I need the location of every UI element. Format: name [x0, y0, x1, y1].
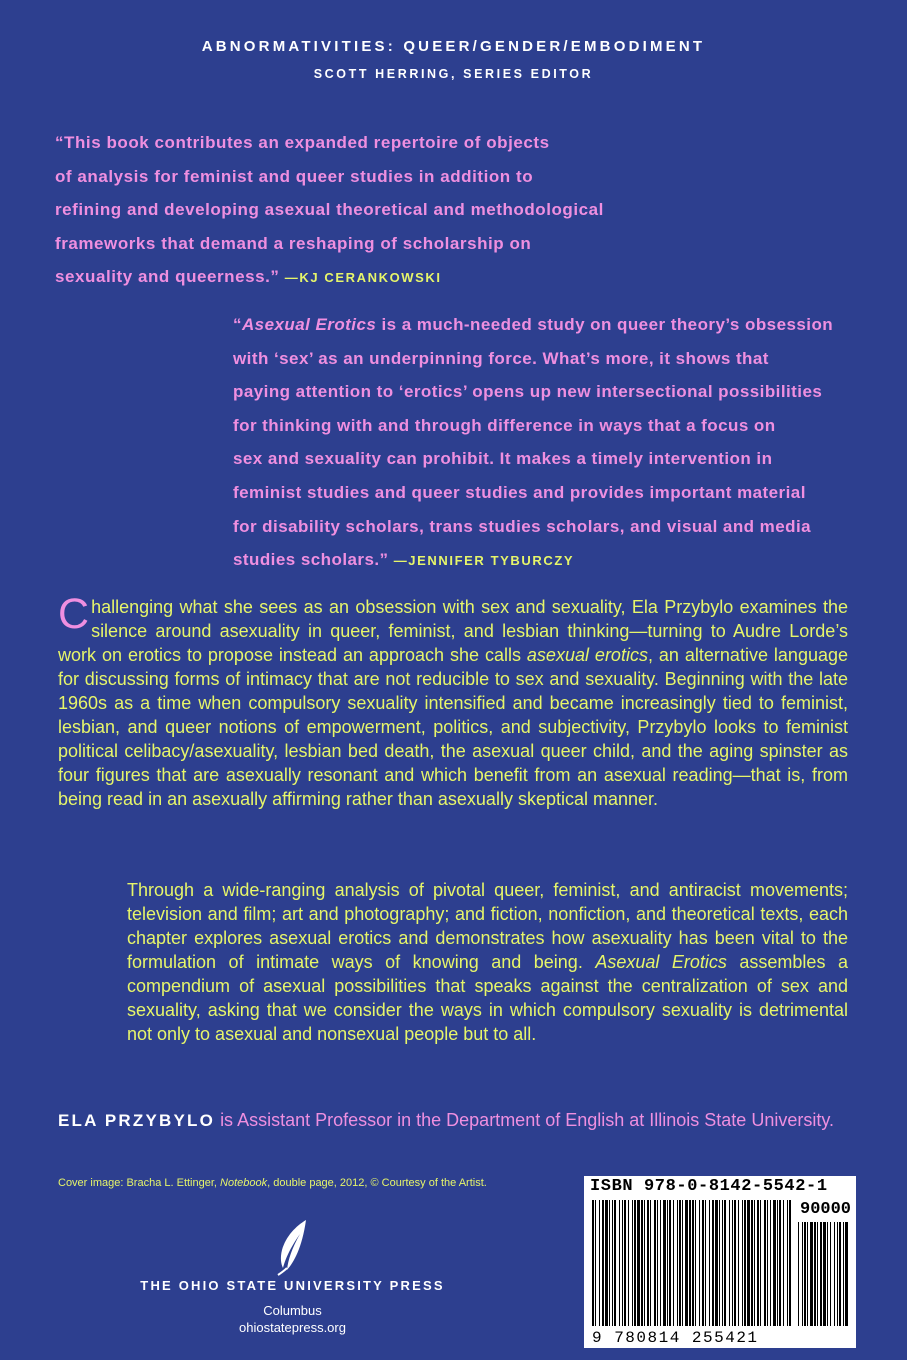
barcode-bar [810, 1222, 813, 1326]
series-title: ABNORMATIVITIES: QUEER/GENDER/EMBODIMENT [201, 38, 706, 55]
cover-image-credit [58, 1177, 487, 1189]
quote-line [55, 260, 655, 295]
barcode-bar [807, 1222, 808, 1326]
barcode-bar [757, 1200, 759, 1326]
barcode-bar [729, 1200, 730, 1326]
quote-line: “This book contributes an expanded repertoire of objects [55, 133, 550, 152]
barcode-bar [798, 1222, 799, 1326]
credit-italic: Notebook [220, 1177, 268, 1189]
barcode-bar [609, 1200, 610, 1326]
barcode-bar [817, 1222, 818, 1326]
paragraph-text: , an alternative language for discussing forms of intimacy that are not reducible to sex and sexuality. Beginning with the late 1960s as a time when compulsory sexuality intensified and became increasingly tied to feminist, lesbian, and queer notions of empowerment, politics, and subjectivity, Przybylo looks to feminist political celibacy/asexuality, lesbian bed death, the asexual queer child, and the aging spinster as four figures that are asexually resonant and which benefit from an asexual reading—that is, from being read in an asexually affirming rather than asexually skeptical manner. [58, 645, 848, 809]
barcode-bar [744, 1200, 746, 1326]
paragraph-text: Through a wide-ranging analysis of pivotal queer, feminist, and antiracist movements; television and film; art and photography; and fiction, nonfiction, and theoretical texts, each chapter explores asexual erotics and demonstrates how asexuality has been vital to the formulation of intimate ways of knowing and being. [127, 880, 848, 972]
barcode-bar [770, 1200, 771, 1326]
barcode-bar [732, 1200, 733, 1326]
series-editor: SCOTT HERRING, SERIES EDITOR [313, 67, 594, 81]
publisher-city: Columbus [263, 1303, 322, 1318]
barcode-bar [751, 1200, 753, 1326]
isbn-label: ISBN 978-0-8142-5542-1 [590, 1177, 828, 1196]
barcode-bar [663, 1200, 666, 1326]
barcode-bar [634, 1200, 636, 1326]
barcode-bar [777, 1200, 778, 1326]
author-bio [58, 1110, 888, 1131]
barcode-bar [679, 1200, 681, 1326]
barcode-bar [843, 1222, 844, 1326]
description-paragraph-2 [127, 878, 848, 1046]
barcode-bar [595, 1200, 596, 1326]
barcode-bar [789, 1200, 791, 1326]
quote-line: for disability scholars, trans studies scholars, and visual and media [233, 516, 812, 536]
quote-line: frameworks that demand a reshaping of scholarship on [55, 233, 532, 253]
paragraph-text: hallenging what she sees as an obsession with sex and sexuality, Ela Przybylo examines the silence around asexuality in queer, feminist, and lesbian thinking—turning to Audre Lorde’s work on erotics to propose instead an approach she calls [58, 597, 848, 665]
barcode-bar [599, 1200, 600, 1326]
barcode-bar [827, 1222, 828, 1326]
quote-line [233, 308, 858, 342]
barcode-bar [719, 1200, 720, 1326]
credit-suffix: , double page, 2012, © Courtesy of the Artist. [267, 1177, 487, 1189]
italic-book-title: Asexual Erotics [595, 952, 727, 972]
barcode-bar [742, 1200, 743, 1326]
barcode-bar [802, 1222, 803, 1326]
paragraph-text: assembles a compendium of asexual possibilities that speaks against the centralization of sex and sexuality, asking that we consider the ways in which compulsory sexuality is detrimental not only to asexual and nonsexual people but to all. [127, 952, 848, 1044]
barcode-bar [715, 1200, 718, 1326]
quote-line: paying attention to ‘erotics’ opens up new intersectional possibilities [233, 382, 823, 402]
credit-prefix: Cover image: Bracha L. Ettinger, [58, 1177, 221, 1189]
quote-line: of analysis for feminist and queer studies in addition to [55, 166, 534, 186]
barcode-bar [622, 1200, 623, 1326]
barcode-bar [605, 1200, 608, 1326]
quote-line: refining and developing asexual theoretical and methodological [55, 200, 604, 220]
barcode-bar [644, 1200, 645, 1326]
barcode-bar [614, 1200, 616, 1326]
barcode-bar [823, 1222, 826, 1326]
quote-line: for thinking with and through difference in ways that a focus on [233, 415, 776, 435]
barcode-bar [677, 1200, 678, 1326]
quote-line [233, 543, 858, 578]
barcode-bar [773, 1200, 776, 1326]
barcode-bar [632, 1200, 633, 1326]
barcode-bar [669, 1200, 671, 1326]
barcode-bar [699, 1200, 700, 1326]
author-name: ELA PRZYBYLO [58, 1111, 216, 1130]
barcode-bar [834, 1222, 835, 1326]
endorsement-quote-2 [233, 308, 858, 578]
barcode-bar [619, 1200, 620, 1326]
barcode-bar [820, 1222, 822, 1326]
barcode-bar [738, 1200, 739, 1326]
barcode-bar [760, 1200, 761, 1326]
barcode-bar [754, 1200, 755, 1326]
quote-line: with ‘sex’ as an underpinning force. What’s more, it shows that [233, 348, 769, 368]
quote-line: feminist studies and queer studies and provides important material [233, 482, 806, 502]
barcode-bar [602, 1200, 604, 1326]
author-bio-text: is Assistant Professor in the Department of English at Illinois State University. [220, 1110, 834, 1130]
barcode-bar [705, 1200, 706, 1326]
barcode-bar [612, 1200, 613, 1326]
barcode-bar [814, 1222, 816, 1326]
barcode-bar [783, 1200, 784, 1326]
barcode-bar [837, 1222, 838, 1326]
barcode-bar [747, 1200, 750, 1326]
quote-last-line: sexuality and queerness.” [55, 267, 280, 287]
barcode-bar [647, 1200, 649, 1326]
barcode-bar [624, 1200, 626, 1326]
barcode-bar [845, 1222, 848, 1326]
barcode-bar [804, 1222, 806, 1326]
barcode-bar [657, 1200, 658, 1326]
barcode-bar [764, 1200, 766, 1326]
barcode-bar [722, 1200, 723, 1326]
barcode-bar [709, 1200, 710, 1326]
barcode-bar [637, 1200, 640, 1326]
feather-quill-icon [272, 1218, 312, 1276]
endorsement-quote-1 [55, 126, 655, 295]
barcode-bar [689, 1200, 691, 1326]
barcode-digits: 9 780814 255421 [592, 1329, 759, 1347]
barcode-bar [712, 1200, 714, 1326]
barcode-bar [787, 1200, 788, 1326]
barcode-bar [692, 1200, 694, 1326]
barcode-bar [695, 1200, 696, 1326]
barcode-bar [682, 1200, 683, 1326]
barcode-bar [685, 1200, 688, 1326]
open-quote-mark: “ [233, 315, 242, 334]
barcode-bar [724, 1200, 726, 1326]
barcode-bar [650, 1200, 651, 1326]
quote-attribution: —KJ CERANKOWSKI [284, 270, 442, 286]
publisher-name: THE OHIO STATE UNIVERSITY PRESS [140, 1278, 445, 1293]
quote-last-line: studies scholars.” [233, 550, 389, 570]
description-paragraph-1 [58, 590, 848, 811]
barcode-bar [673, 1200, 674, 1326]
price-code: 90000 [800, 1200, 852, 1219]
barcode-bar [839, 1222, 841, 1326]
barcode-bar [654, 1200, 656, 1326]
publisher-location [110, 1302, 475, 1336]
barcode-bar [779, 1200, 781, 1326]
publisher-url[interactable]: ohiostatepress.org [239, 1320, 346, 1335]
barcode-bar [628, 1200, 629, 1326]
barcode-bar [830, 1222, 831, 1326]
barcode-bar [592, 1200, 594, 1326]
quote-line: sex and sexuality can prohibit. It makes a timely intervention in [233, 449, 773, 469]
barcode-bar [767, 1200, 768, 1326]
barcode-bar [734, 1200, 736, 1326]
barcode-bar [660, 1200, 661, 1326]
book-title-italic: Asexual Erotics [241, 315, 377, 334]
drop-cap: C [58, 590, 90, 638]
quote-first-line-rest: is a much-needed study on queer theory’s obsession [376, 315, 834, 334]
italic-term: asexual erotics [526, 645, 648, 665]
barcode-bar [641, 1200, 643, 1326]
barcode-bar [667, 1200, 668, 1326]
quote-attribution: —JENNIFER TYBURCZY [393, 553, 575, 569]
barcode-bar [702, 1200, 704, 1326]
